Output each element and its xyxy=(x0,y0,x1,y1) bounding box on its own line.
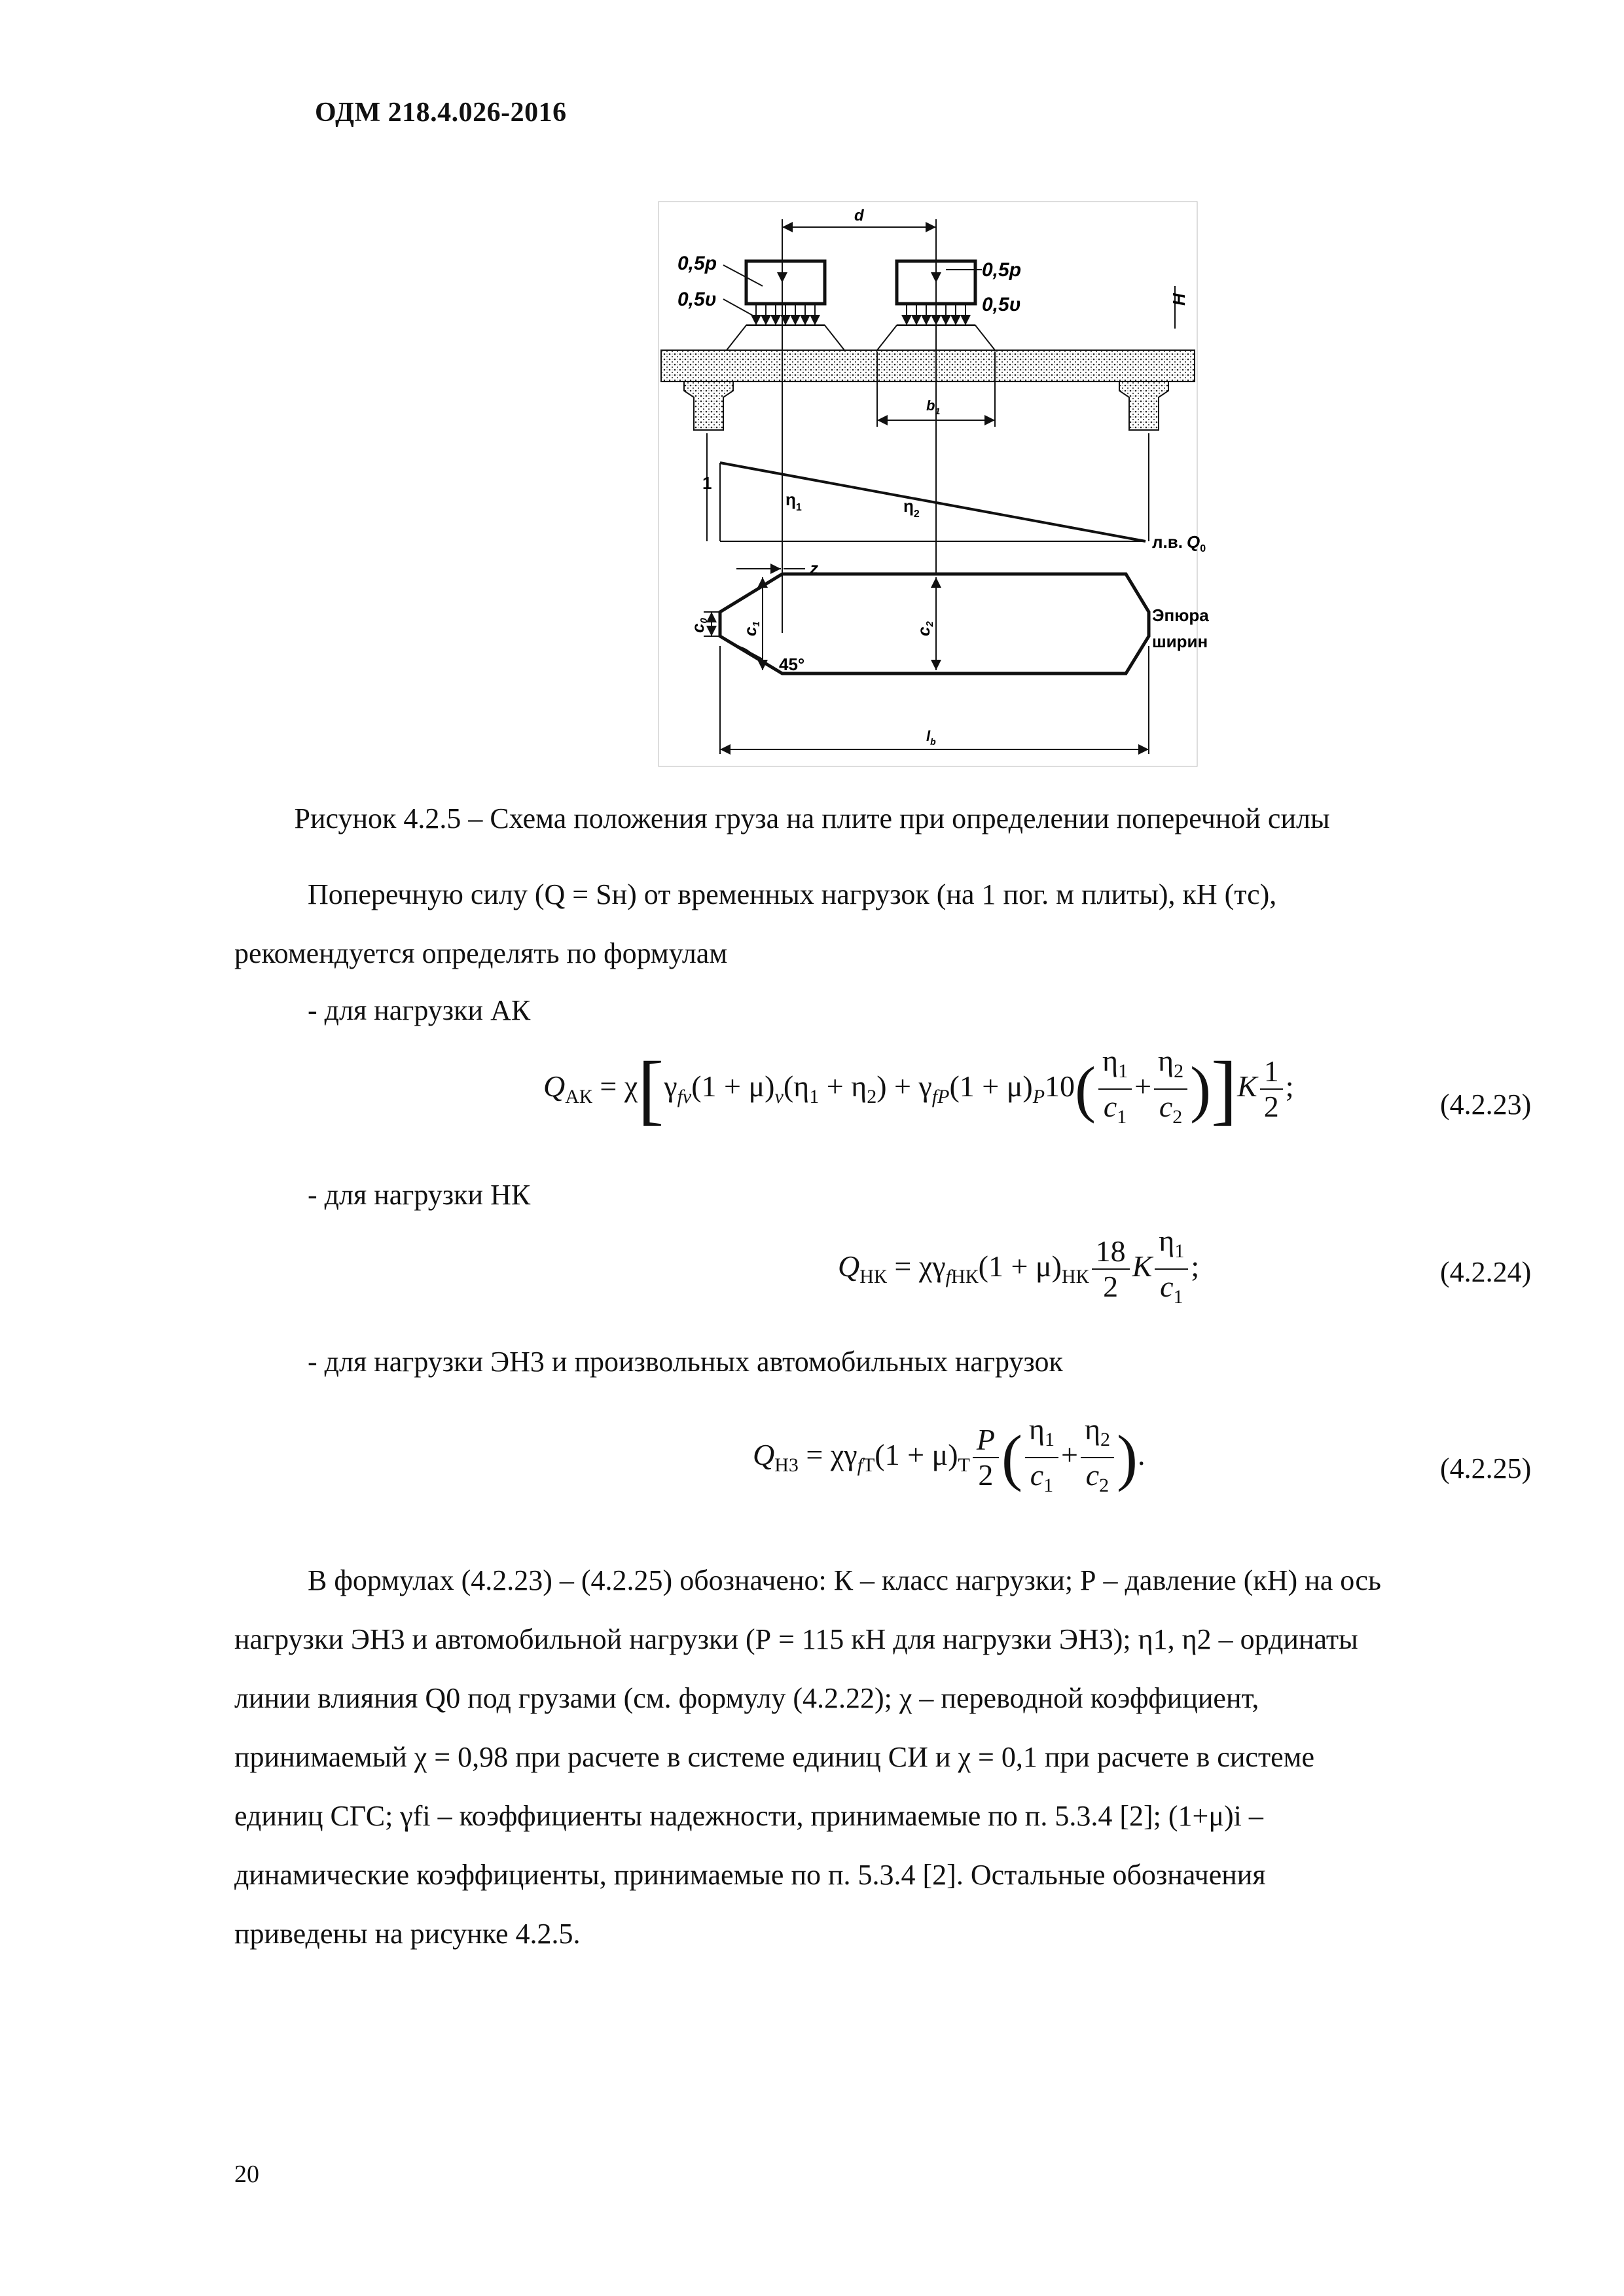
body-line-3: линии влияния Q0 под грузами (см. формулу (4.2.22); χ – переводной коэффициент, xyxy=(234,1682,1259,1714)
label-c0: c0 xyxy=(688,618,710,633)
body-line-7: приведены на рисунке 4.2.5. xyxy=(234,1918,581,1950)
label-eta1: $\eta_1$ xyxy=(785,490,802,513)
body-line-2: нагрузки ЭН3 и автомобильной нагрузки (Р = 115 кН для нагрузки ЭН3); η1, η2 – ординаты xyxy=(234,1623,1358,1655)
load-position-diagram xyxy=(658,201,1209,767)
label-one: 1 xyxy=(702,473,712,493)
equation-4-2-24: $Q_{НК} = \chi\gamma_{fНК}(1 + \mu)_{НК}$ $\frac{18}{2}$ K $\frac{\eta_1}{c_1}$ ; xyxy=(838,1224,1200,1308)
document-code-header: ОДМ 218.4.026-2016 xyxy=(315,98,567,128)
intro-line-2: рекомендуется определять по формулам xyxy=(234,937,728,969)
figure-caption: Рисунок 4.2.5 – Схема положения груза на плите при определении поперечной силы xyxy=(294,802,1330,834)
label-05p-left: 0,5p xyxy=(677,253,717,274)
body-line-6: динамические коэффициенты, принимаемые по п. 5.3.4 [2]. Остальные обозначения xyxy=(234,1859,1266,1891)
left-beam-rib xyxy=(684,382,733,430)
label-05v-left: 0,5υ xyxy=(677,289,717,310)
right-beam-rib xyxy=(1119,382,1168,430)
label-influence-line: л.в. $Q_0$ xyxy=(1152,532,1206,554)
equation-4-2-23: $Q_{АК} = \chi[\gamma_{fv}(1 + \mu)_v(\eta_1 + \eta_2) + \gamma_{fP}(1 + \mu)_P10$( $\frac{\eta_1}{c_1}$ + $\frac{\eta_2}{c_2}$ )]K $\frac{1}{2}$ ; xyxy=(543,1044,1294,1133)
page-number: 20 xyxy=(234,2161,259,2188)
pavement-spread-left xyxy=(727,325,844,350)
item-en3: - для нагрузки ЭН3 и произвольных автомобильных нагрузок xyxy=(308,1346,1063,1378)
label-05v-right: 0,5υ xyxy=(982,294,1021,315)
equation-number-4-2-23: (4.2.23) xyxy=(1440,1088,1532,1121)
equation-4-2-25: $Q_{Н3} = \chi\gamma_{fТ}(1 + \mu)_Т$ $\frac{P}{2}$ ( $\frac{\eta_1}{c_1}$ + $\frac{\eta_2}{c_2}$ ). xyxy=(753,1412,1146,1497)
label-lb: $l_b$ xyxy=(926,728,936,747)
item-ak: - для нагрузки АК xyxy=(308,994,531,1026)
body-line-1: В формулах (4.2.23) – (4.2.25) обозначено: К – класс нагрузки; Р – давление (кН) на ось xyxy=(308,1564,1381,1596)
label-epura-1: Эпюра xyxy=(1152,605,1209,625)
intro-paragraph xyxy=(234,865,1537,983)
label-c1: c1 xyxy=(740,621,762,636)
label-c2: c2 xyxy=(914,621,935,636)
equation-number-4-2-25: (4.2.25) xyxy=(1440,1452,1532,1484)
definitions-paragraph xyxy=(234,1551,1537,1964)
item-nk: - для нагрузки НК xyxy=(308,1179,531,1211)
deck-slab xyxy=(661,350,1195,382)
body-line-4: принимаемый χ = 0,98 при расчете в системе единиц СИ и χ = 0,1 при расчете в системе xyxy=(234,1741,1315,1773)
label-45: 45° xyxy=(779,655,805,674)
label-05p-right: 0,5p xyxy=(982,259,1022,281)
influence-line xyxy=(720,463,1146,541)
body-line-5: единиц СГС; γfi – коэффициенты надежности, принимаемые по п. 5.3.4 [2]; (1+μ)i – xyxy=(234,1800,1263,1832)
label-eta2: $\eta_2$ xyxy=(903,496,920,520)
left-wheel-block xyxy=(746,261,825,304)
label-H: H xyxy=(1169,293,1189,306)
intro-line-1: Поперечную силу (Q = Sн) от временных нагрузок (на 1 пог. м плиты), кН (тс), xyxy=(308,878,1277,910)
label-z: z xyxy=(810,558,818,578)
label-b1: $b_1$ xyxy=(926,397,941,416)
equation-number-4-2-24: (4.2.24) xyxy=(1440,1256,1532,1288)
label-d: d xyxy=(854,207,864,224)
label-epura-2: ширин xyxy=(1152,632,1208,651)
